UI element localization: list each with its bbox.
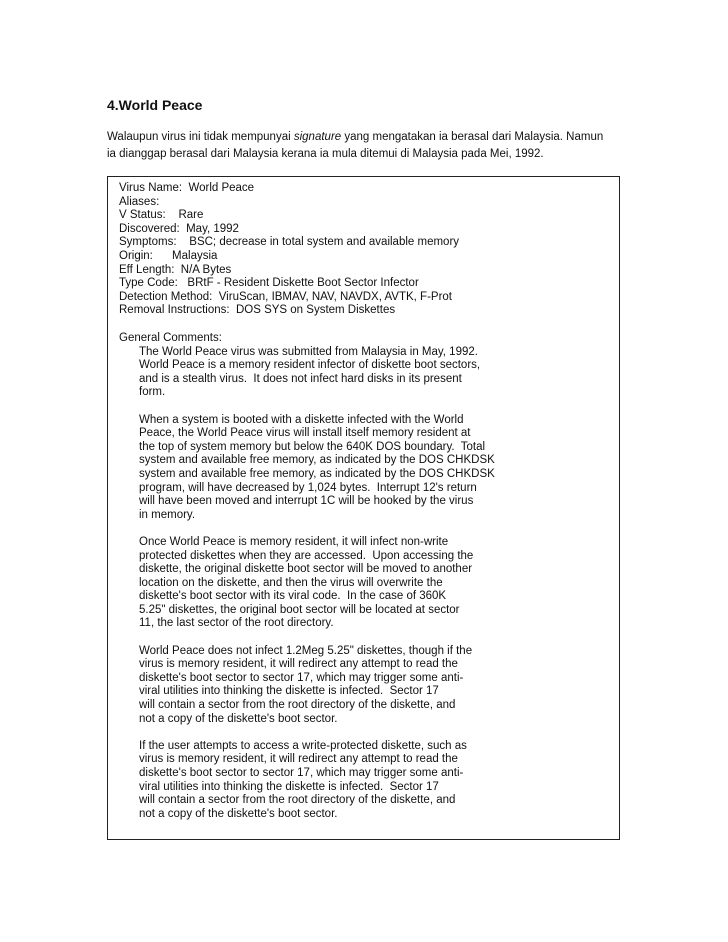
general-comments (119, 332, 495, 835)
comment-line: will contain a sector from the root directory of the diskette, and (139, 699, 456, 712)
property-line: Type Code: BRtF - Resident Diskette Boot Sector Infector (119, 277, 419, 290)
comment-line: system and available free memory, as indicated by the DOS CHKDSK (139, 467, 495, 480)
comment-line: will have been moved and interrupt 1C will be hooked by the virus (139, 495, 474, 508)
comment-line: form. (139, 386, 166, 399)
intro-line: ia dianggap berasal dari Malaysia kerana ia mula ditemui di Malaysia pada Mei, 1992. (107, 148, 544, 160)
intro-text: Walaupun virus ini tidak mempunyai (107, 131, 294, 143)
comment-line: World Peace does not infect 1.2Meg 5.25" diskettes, though if the (139, 644, 473, 657)
comment-paragraph (139, 536, 495, 631)
property-line: Removal Instructions: DOS SYS on System Diskettes (119, 304, 396, 317)
property-line: Eff Length: N/A Bytes (119, 263, 232, 276)
comment-line: location on the diskette, and then the virus will overwrite the (139, 576, 443, 589)
comment-line: will contain a sector from the root directory of the diskette, and (139, 794, 456, 807)
comment-line: system and available free memory, as indicated by the DOS CHKDSK (139, 454, 495, 467)
comment-line: virus is memory resident, it will redirect any attempt to read the (139, 753, 458, 766)
comment-paragraph (139, 346, 495, 400)
comment-paragraph (139, 740, 495, 822)
comment-line: 11, the last sector of the root directory. (139, 617, 334, 630)
intro-italic-term: signature (293, 131, 342, 143)
comment-line: viral utilities into thinking the diskette is infected. Sector 17 (139, 780, 439, 793)
property-line: Symptoms: BSC; decrease in total system and available memory (119, 236, 460, 249)
comment-line: The World Peace virus was submitted from Malaysia in May, 1992. (139, 345, 478, 358)
comment-line: program, will have decreased by 1,024 bytes. Interrupt 12's return (139, 481, 477, 494)
comment-line: in memory. (139, 508, 196, 521)
comments-label: General Comments: (119, 332, 222, 344)
section-heading: 4.World Peace (107, 97, 203, 113)
comment-line: When a system is booted with a diskette infected with the World (139, 413, 464, 426)
comment-line: 5.25" diskettes, the original boot sector will be located at sector (139, 603, 460, 616)
comment-line: diskette's boot sector with its viral code. In the case of 360K (139, 590, 447, 603)
comment-paragraph (139, 645, 495, 727)
comment-line: virus is memory resident, it will redirect any attempt to read the (139, 658, 458, 671)
intro-text: yang mengatakan ia berasal dari Malaysia. Namun (341, 131, 604, 143)
property-line: V Status: Rare (119, 209, 204, 222)
comment-line: not a copy of the diskette's boot sector. (139, 712, 338, 725)
comment-line: diskette's boot sector to sector 17, which may trigger some anti- (139, 671, 464, 684)
comment-line: diskette, the original diskette boot sector will be moved to another (139, 563, 473, 576)
property-line: Discovered: May, 1992 (119, 222, 239, 235)
comment-line: protected diskettes when they are accessed. Upon accessing the (139, 549, 474, 562)
intro-line (107, 129, 627, 146)
property-line: Origin: Malaysia (119, 249, 218, 262)
comment-line: World Peace is a memory resident infector of diskette boot sectors, (139, 359, 481, 372)
comment-line: Once World Peace is memory resident, it will infect non-write (139, 535, 449, 548)
comment-line: Peace, the World Peace virus will install itself memory resident at (139, 427, 471, 440)
comments-body (139, 346, 495, 822)
property-line: Virus Name: World Peace (119, 182, 255, 194)
comment-line: not a copy of the diskette's boot sector. (139, 807, 338, 820)
comment-line: and is a stealth virus. It does not infect hard disks in its present (139, 372, 462, 385)
comment-line: diskette's boot sector to sector 17, which may trigger some anti- (139, 767, 464, 779)
property-line: Detection Method: ViruScan, IBMAV, NAV, NAVDX, AVTK, F-Prot (119, 290, 453, 303)
comment-line: If the user attempts to access a write-protected diskette, such as (139, 739, 467, 752)
property-line: Aliases: (119, 195, 160, 208)
virus-properties (119, 182, 459, 318)
intro-paragraph (107, 129, 627, 163)
comment-line: the top of system memory but below the 640K DOS boundary. Total (139, 440, 486, 453)
comment-line: viral utilities into thinking the diskette is infected. Sector 17 (139, 685, 439, 698)
comment-paragraph (139, 414, 495, 523)
